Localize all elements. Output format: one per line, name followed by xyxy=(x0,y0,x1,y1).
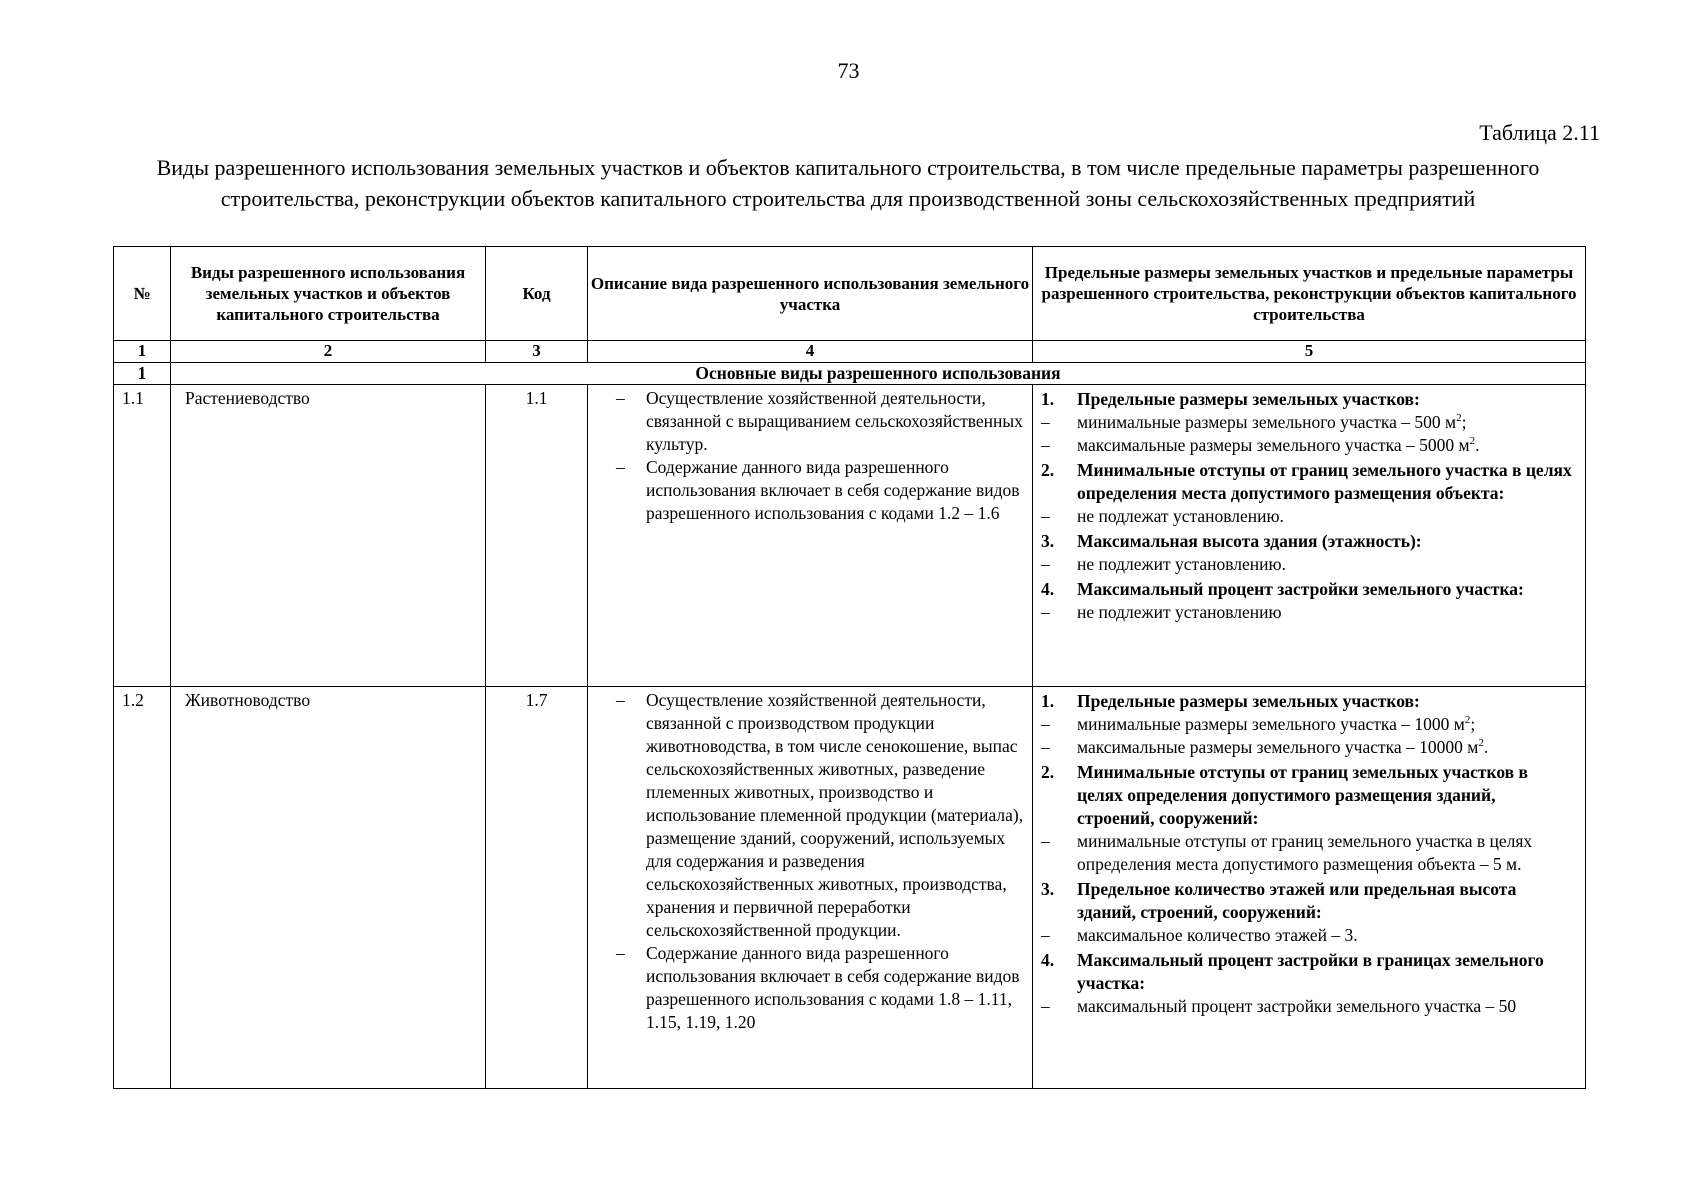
row-description xyxy=(588,687,1033,1089)
row-number: 1.2 xyxy=(114,687,171,1089)
row-code: 1.7 xyxy=(486,687,588,1089)
param-heading: 3. Предельное количество этажей или предельная высота зданий, строений, сооружений: xyxy=(1041,879,1517,922)
row-params xyxy=(1033,687,1586,1089)
permitted-use-table xyxy=(113,246,1586,1089)
param-item: – максимальные размеры земельного участка – 5000 $м^2$. xyxy=(1041,435,1480,455)
param-item: – не подлежит установлению xyxy=(1041,602,1282,622)
param-item: – не подлежит установлению. xyxy=(1041,554,1286,574)
param-item: – минимальные размеры земельного участка – 500 $м^2$; xyxy=(1041,412,1467,432)
desc-item: – Осуществление хозяйственной деятельности, связанной с выращиванием сельскохозяйственных культур. xyxy=(616,387,1026,456)
header-kind: Виды разрешенного использования земельных участков и объектов капитального строительства xyxy=(171,247,486,341)
column-number: 4 xyxy=(588,341,1033,363)
row-use-kind: Животноводство xyxy=(171,687,486,1089)
row-description xyxy=(588,385,1033,687)
header-desc: Описание вида разрешенного использования земельного участка xyxy=(588,247,1033,341)
param-item: – максимальные размеры земельного участка – 10000 $м^2$. xyxy=(1041,737,1489,757)
column-number: 2 xyxy=(171,341,486,363)
table-label: Таблица 2.11 xyxy=(1479,120,1600,145)
param-heading: 1. Предельные размеры земельных участков: xyxy=(1041,691,1420,711)
section-number: 1 xyxy=(114,363,171,385)
column-number: 3 xyxy=(486,341,588,363)
column-number: 1 xyxy=(114,341,171,363)
page-number: 73 xyxy=(837,58,860,83)
header-no: № xyxy=(114,247,171,341)
param-heading: 1. Предельные размеры земельных участков: xyxy=(1041,389,1420,409)
header-row xyxy=(114,247,1586,341)
document-title: Виды разрешенного использования земельных участков и объектов капитального строительства, в том числе предельные параметры разрешенного строительства, реконструкции объектов капитального строительства для производственной зоны сельскохозяйственных предприятий xyxy=(156,155,1540,211)
row-code: 1.1 xyxy=(486,385,588,687)
section-row xyxy=(114,363,1586,385)
param-item: – минимальные размеры земельного участка – 1000 $м^2$; xyxy=(1041,714,1476,734)
param-item: – не подлежат установлению. xyxy=(1041,506,1284,526)
table-row xyxy=(114,385,1586,687)
param-item: – максимальный процент застройки земельного участка – 50 xyxy=(1041,996,1517,1016)
param-item: – максимальное количество этажей – 3. xyxy=(1041,925,1358,945)
column-number-row xyxy=(114,341,1586,363)
param-heading: 4. Максимальный процент застройки в границах земельного участка: xyxy=(1041,950,1544,993)
table-row xyxy=(114,687,1586,1089)
section-title: Основные виды разрешенного использования xyxy=(171,363,1586,385)
desc-item: – Осуществление хозяйственной деятельности, связанной с производством продукции животноводства, в том числе сенокошение, выпас сельскохозяйственных животных, разведение племенных животных, производство и использование племенной продукции (материала), размещение зданий, сооружений, используемых для содержания и разведения сельскохозяйственных животных, производства, хранения и первичной переработки сельскохозяйственной продукции. xyxy=(616,689,1026,942)
param-heading: 2. Минимальные отступы от границ земельного участка в целях определения места допустимого размещения объекта: xyxy=(1041,460,1572,503)
param-heading: 3. Максимальная высота здания (этажность): xyxy=(1041,531,1422,551)
desc-item: – Содержание данного вида разрешенного использования включает в себя содержание видов разрешенного использования с кодами 1.2 – 1.6 xyxy=(616,456,1026,525)
desc-item: – Содержание данного вида разрешенного использования включает в себя содержание видов разрешенного использования с кодами 1.8 – 1.11, 1.15, 1.19, 1.20 xyxy=(616,942,1026,1034)
param-item: – минимальные отступы от границ земельного участка в целях определения места допустимого размещения объекта – 5 м. xyxy=(1041,831,1533,874)
header-code: Код xyxy=(486,247,588,341)
header-params: Предельные размеры земельных участков и предельные параметры разрешенного строительства, реконструкции объектов капитального строительства xyxy=(1033,247,1586,341)
param-heading: 2. Минимальные отступы от границ земельных участков в целях определения допустимого размещения зданий, строений, сооружений: xyxy=(1041,762,1528,828)
row-use-kind: Растениеводство xyxy=(171,385,486,687)
row-number: 1.1 xyxy=(114,385,171,687)
param-heading: 4. Максимальный процент застройки земельного участка: xyxy=(1041,579,1524,599)
row-params xyxy=(1033,385,1586,687)
column-number: 5 xyxy=(1033,341,1586,363)
